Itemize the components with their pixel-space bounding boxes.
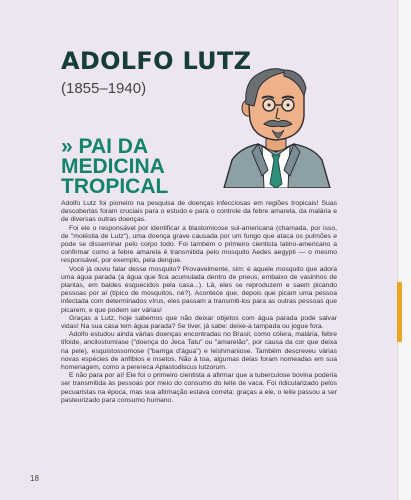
page-number: 18 [30, 474, 39, 483]
paragraph: Foi ele o responsável por identificar a blastomicose sul-americana (chamada, por isso, de "moléstia de Lutz"), uma doença grave causada por um fungo que ataca os pulmões e pode se disseminar pelo corpo todo. Foi também o primeiro cientista latino-americano a confirmar como a febre amarela é transmitida pelo mosquito Aedes aegypti — o mesmo responsável, por exemplo, pela dengue. [61, 224, 337, 265]
paragraph: Graças a Lutz, hoje sabemos que não deixar objetos com água parada pode salvar vidas! Na sua casa tem água parada? Se tiver, já sabe: deixe-a tampada ou jogue fora. [61, 314, 337, 331]
paragraph: Adolfo Lutz foi pioneiro na pesquisa de doenças infecciosas em regiões tropicais! Suas descobertas foram cruciais para o estudo e para o controle da febre amarela, da malária e de diversas outras doenças. [61, 200, 337, 224]
paragraph: E não para por aí! Ele foi o primeiro cientista a afirmar que a tuberculose bovina poderia ser transmitida às pessoas por meio do consumo do leite de vaca. Foi ridicularizado pelos pecuaristas na época, mas sua afirmação estava correta: graças a ele, o leite passou a ser pasteurizado para consumo humano. [61, 372, 337, 404]
biography-text [61, 200, 337, 405]
subtitle-line: MEDICINA [61, 155, 165, 178]
spine-shadow [397, 0, 400, 500]
chapter-tab-marker [397, 282, 402, 342]
page-title: ADOLFO LUTZ [61, 47, 252, 75]
paragraph: Adolfo estudou ainda várias doenças encontradas no Brasil, como cólera, malária, febre tifoide, ancilostomíase ("doença do Jeca Tatu" ou "amarelão", por causa da cor que deixa na pele), esquistossomose ("barriga d'água") e leishmaniose. Também descreveu várias novas espécies de anfíbios e insetos. Não à toa, algumas delas foram nomeadas em sua homenagem, como a perereca Aplastodiscus lutzorum. [61, 331, 337, 372]
life-dates: (1855–1940) [61, 80, 147, 97]
paragraph: Você já ouviu falar desse mosquito? Provavelmente, sim: é aquele mosquito que adora uma água parada (a água que fica acumulada dentro de pneus, embaixo de vasinhos de plantas, em baldes esquecidos pela casa...). Lá, eles se reproduzem e saem picando pessoas por aí (típico de mosquitos, né?). Acontece que, depois que picam uma pessoa infectada com determinados vírus, eles passam a transmiti-los para as outras pessoas que picarem, e que podem ser várias! [61, 265, 337, 314]
adolfo-lutz-portrait [218, 60, 336, 188]
subtitle-line: TROPICAL [61, 175, 169, 198]
subtitle-line: » PAI DA [61, 135, 149, 158]
section-subtitle [61, 137, 211, 197]
